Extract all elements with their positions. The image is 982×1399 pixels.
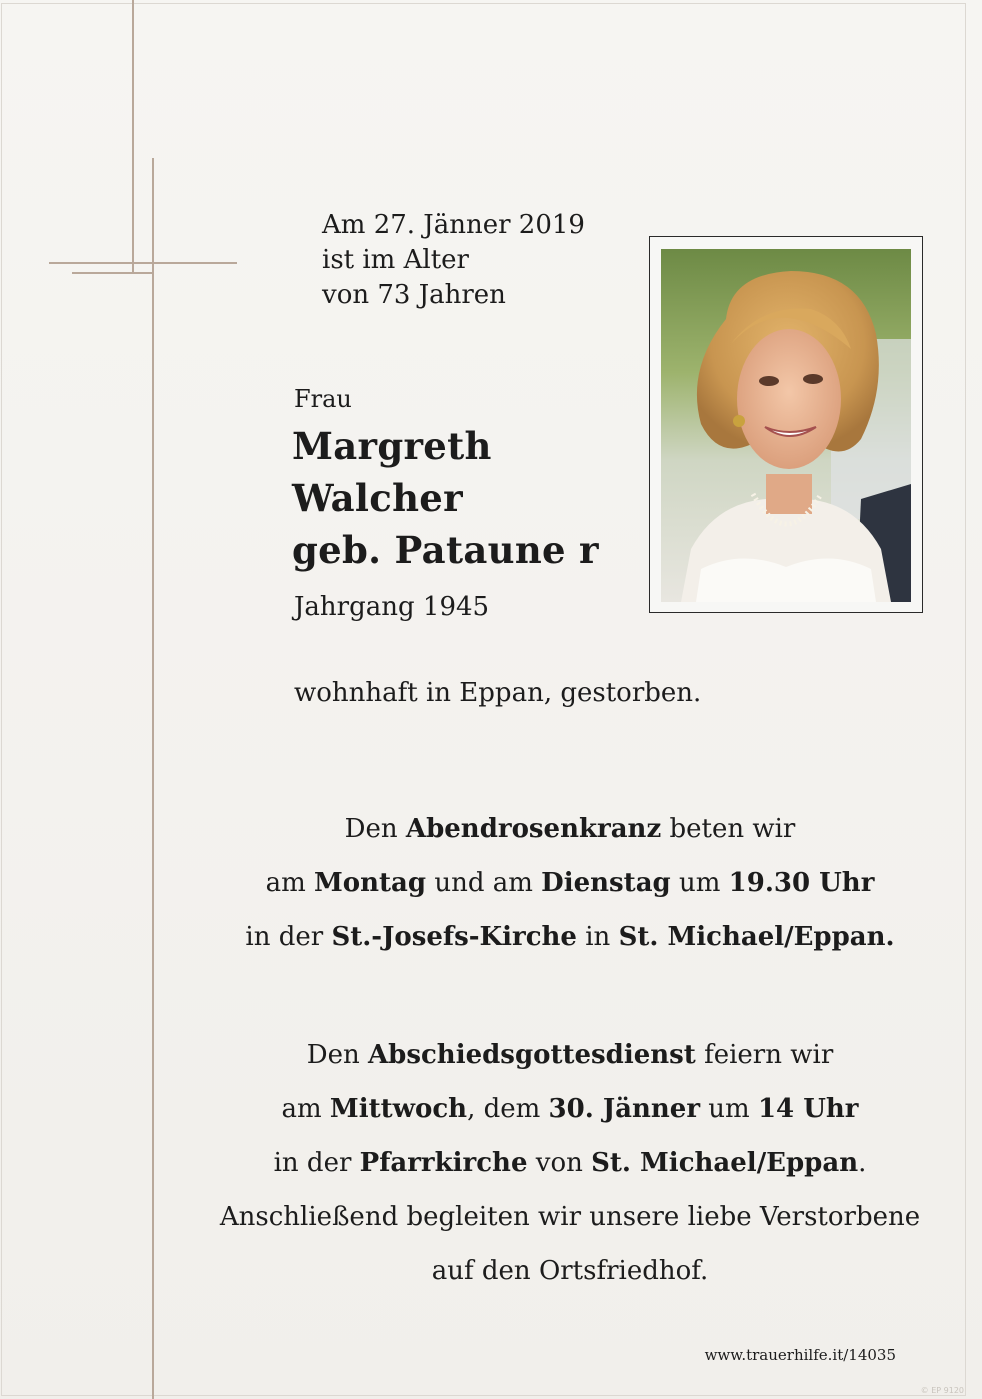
deceased-name — [292, 420, 599, 576]
funeral-location: St. Michael/Eppan — [591, 1148, 859, 1178]
birth-year: Jahrgang 1945 — [294, 592, 490, 622]
rosary-time: 19.30 Uhr — [728, 868, 875, 898]
funeral-line-1 — [160, 1028, 980, 1082]
funeral-text: . — [858, 1148, 867, 1178]
funeral-day: Mittwoch — [329, 1094, 468, 1124]
rosary-text: Den — [344, 814, 406, 844]
last-name: Walcher — [292, 476, 463, 520]
rosary-text: in — [576, 922, 619, 952]
rosary-day-2: Dienstag — [541, 868, 671, 898]
rosary-line-2 — [160, 856, 980, 910]
funeral-info — [160, 1028, 980, 1298]
funeral-text: , dem — [467, 1094, 549, 1124]
rosary-line-1 — [160, 802, 980, 856]
print-stamp: © EP 9120 — [920, 1386, 964, 1395]
first-name: Margreth — [292, 424, 492, 468]
maiden-name: geb. Pataune r — [292, 528, 599, 572]
rosary-text: um — [670, 868, 729, 898]
residence-line: wohnhaft in Eppan, gestorben. — [294, 678, 702, 708]
portrait-photo — [661, 249, 911, 602]
funeral-date: 30. Jänner — [548, 1094, 701, 1124]
rosary-info — [160, 802, 980, 964]
cross-line-vertical-right — [152, 158, 154, 1399]
funeral-text: in der — [273, 1148, 360, 1178]
intro-years-line: von 73 Jahren — [322, 280, 506, 310]
rosary-event-name: Abendrosenkranz — [405, 814, 662, 844]
funeral-text: feiern wir — [695, 1040, 834, 1070]
cross-line-horizontal-bottom — [72, 272, 153, 274]
death-announcement-intro — [322, 208, 585, 313]
funeral-church: Pfarrkirche — [359, 1148, 528, 1178]
funeral-line-2 — [160, 1082, 980, 1136]
funeral-time: 14 Uhr — [757, 1094, 859, 1124]
rosary-text: am — [265, 868, 315, 898]
funeral-text: Den — [306, 1040, 368, 1070]
portrait-image — [661, 249, 911, 602]
rosary-text: beten wir — [661, 814, 796, 844]
rosary-day-1: Montag — [314, 868, 427, 898]
rosary-line-3 — [160, 910, 980, 964]
funeral-line-4: Anschließend begleiten wir unsere liebe Verstorbene — [219, 1202, 921, 1232]
salutation: Frau — [294, 385, 352, 413]
funeral-text: am — [281, 1094, 330, 1124]
rosary-text: und am — [426, 868, 542, 898]
funeral-line-5: auf den Ortsfriedhof. — [431, 1256, 709, 1286]
funeral-event-name: Abschiedsgottesdienst — [367, 1040, 696, 1070]
funeral-text: um — [700, 1094, 758, 1124]
rosary-location: St. Michael/Eppan. — [618, 922, 895, 952]
intro-age-line: ist im Alter — [322, 245, 469, 275]
funeral-line-3 — [160, 1136, 980, 1190]
intro-date-line: Am 27. Jänner 2019 — [322, 210, 585, 240]
website-link[interactable]: www.trauerhilfe.it/14035 — [704, 1346, 896, 1364]
cross-line-vertical-left — [132, 0, 134, 272]
rosary-church: St.-Josefs-Kirche — [331, 922, 577, 952]
rosary-text: in der — [245, 922, 332, 952]
cross-line-horizontal-top — [49, 262, 237, 264]
funeral-text: von — [527, 1148, 592, 1178]
